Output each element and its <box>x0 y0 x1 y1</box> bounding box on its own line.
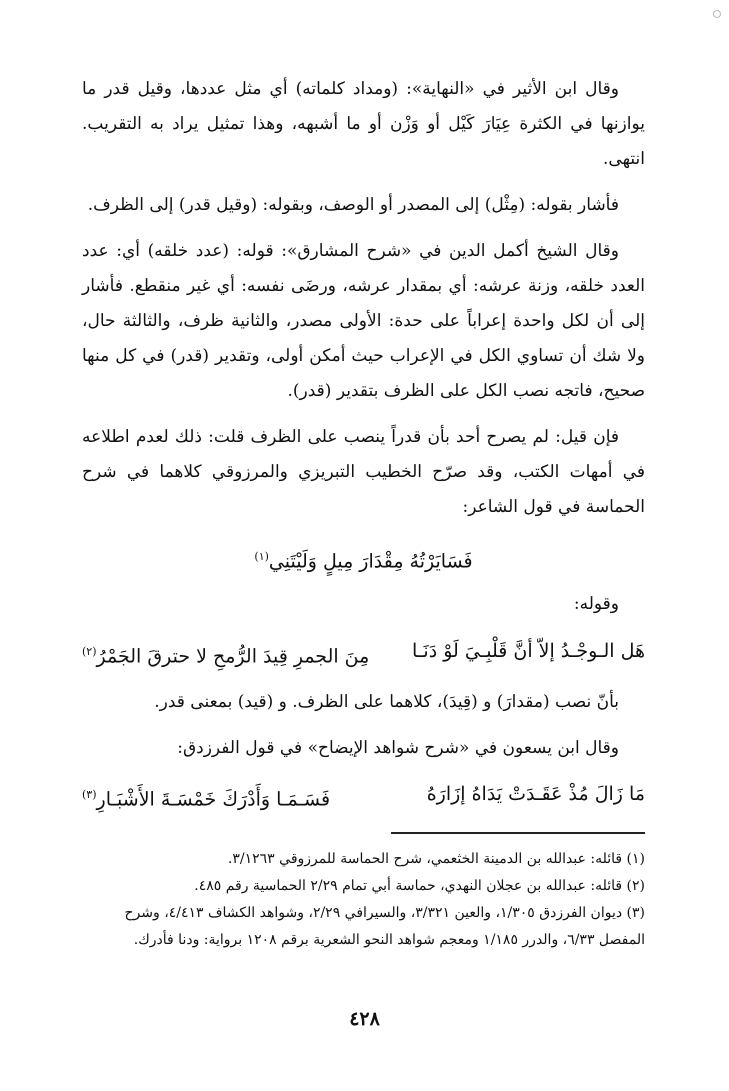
paragraph-nasb: بأنّ نصب (مقدارَ) و (قِيدَ)، كلاهما على الظرف. و (قيد) بمعنى قدر. <box>154 691 619 712</box>
verse-third <box>82 777 645 817</box>
verse-third-hemistich-2-text: فَسَـمَـا وَأَدْرَكَ خَمْسَـةَ الأَشْبَـارِ <box>96 787 331 810</box>
paragraph-objection: فإن قيل: لم يصرح أحد بأن قدراً ينصب على الظرف قلت: ذلك لعدم اطلاعه في أمهات الكتب، وقد صرّح الخطيب التبريزي والمرزوقي كلاهما في شرح الحماسة في قول الشاعر: <box>82 427 645 517</box>
verse-second-hemistich-2-text: مِنَ الجمرِ قِيدَ الرُّمحِ لا حترقَ الجَمْرُ <box>96 645 370 668</box>
verse-second-hemistich-1: هَل الـوجْـدُ إلاّ أنَّ قَلْبِـيَ لَوْ دَنَـا <box>412 640 645 663</box>
footnote-marker-3: (٣) <box>82 787 97 801</box>
footnote-separator <box>391 832 645 834</box>
verse-second-hemistich-2 <box>82 634 369 674</box>
paragraph-ibn-athir: وقال ابن الأثير في «النهاية»: (ومداد كلماته) أي مثل عددها، وقيل قدر ما يوازنها في الكثرة عِيَارَ كَيْل أو وَزْن أو ما أشبهه، وهذا تمثيل يراد به التقريب. انتهى. <box>82 79 645 169</box>
verse-third-hemistich-2 <box>82 777 330 817</box>
footnote-2: (٢) قائله: عبدالله بن عجلان النهدي، حماسة أبي تمام ٢/٢٩ الحماسية رقم ٤٨٥. <box>194 878 645 894</box>
footnote-1: (١) قائله: عبدالله بن الدمينة الخثعمي، شرح الحماسة للمرزوقي ٣/١٢٦٣. <box>227 851 645 867</box>
corner-mark <box>713 10 721 18</box>
footnote-marker-1: (١) <box>254 550 269 563</box>
page-number: ٤٢٨ <box>349 1008 380 1030</box>
verse-third-hemistich-1: مَا زَالَ مُذْ عَقَـدَتْ يَدَاهُ إزَارَهُ <box>426 782 645 805</box>
label-wa-qawluhu: وقوله: <box>573 594 619 615</box>
verse-second <box>82 634 645 674</box>
main-text <box>82 72 645 827</box>
footnote-marker-2: (٢) <box>82 645 97 659</box>
paragraph-ibn-yasun: وقال ابن يسعون في «شرح شواهد الإيضاح» في قول الفرزدق: <box>177 737 619 758</box>
paragraph-akmal-din: وقال الشيخ أكمل الدين في «شرح المشارق»: قوله: (عدد خلقه) أي: عدد العدد خلقه، وزنة عرشه: أي بمقدار عرشه، ورضَى نفسه: أي غير منقطع. فأشار إلى أن لكل واحدة إعراباً على حدة: الأولى مصدر، والثانية ظرف، والثالثة حال، ولا شك أن تساوي الكل في الإعراب حيث أمكن أولى، وتقدير (قدر) في كل منها صحيح، فاتجه نصب الكل على الظرف بتقدير (قدر). <box>82 241 645 401</box>
paragraph-ashara: فأشار بقوله: (مِثْل) إلى المصدر أو الوصف، وبقوله: (وقيل قدر) إلى الظرف. <box>87 195 619 215</box>
footnote-3: (٣) ديوان الفرزدق ١/٣٠٥، والعين ٣/٣٢١، والسيرافي ٢/٢٩، وشواهد الكشاف ٤/٤١٣، وشرح المفصل ٦/٣٣، والدرر ١/١٨٥ ومعجم شواهد النحو الشعرية برقم ١٢٠٨ برواية: ودنا فأدرك. <box>124 905 645 948</box>
verse-first <box>82 539 645 579</box>
verse-first-text: فَسَايَرْتُهُ مِقْدَارَ مِيلٍ وَلَيْتَنِي <box>268 550 473 573</box>
footnotes <box>82 846 645 954</box>
